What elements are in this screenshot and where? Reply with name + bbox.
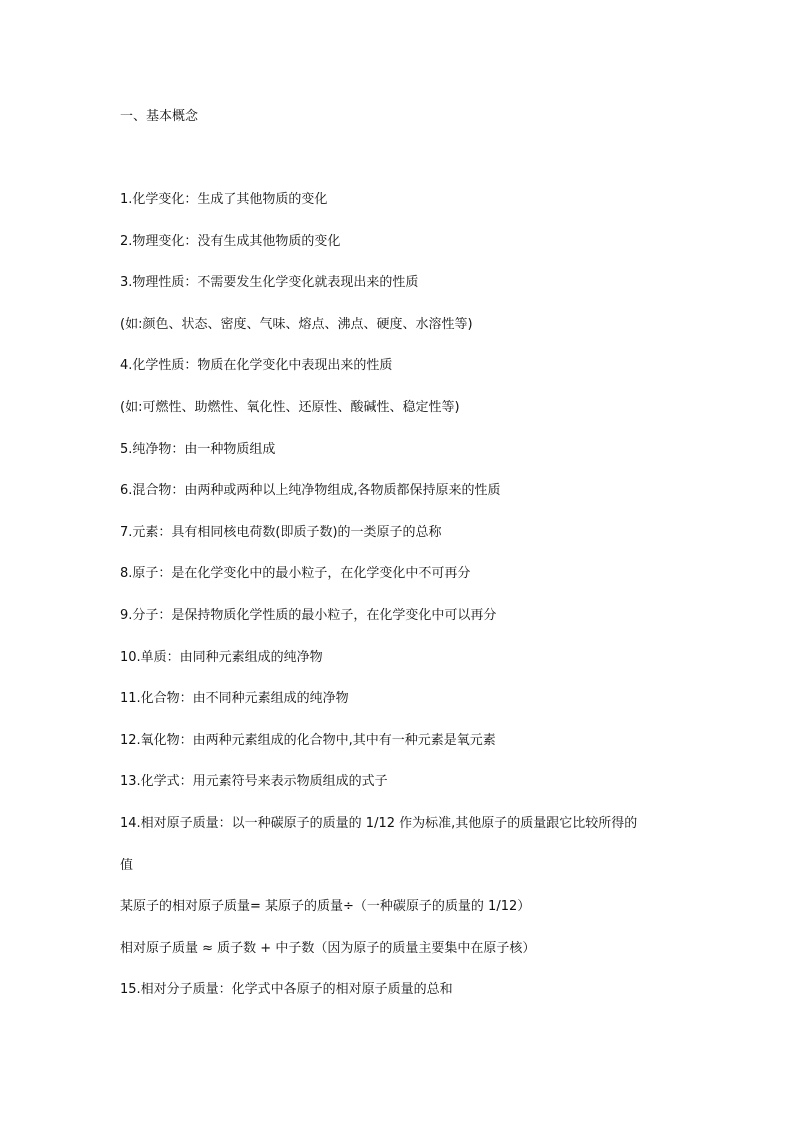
concept-line: 8.原子：是在化学变化中的最小粒子，在化学变化中不可再分 [120,566,471,582]
concept-line: 11.化合物：由不同种元素组成的纯净物 [120,691,349,707]
concept-line: 3.物理性质：不需要发生化学变化就表现出来的性质 [120,275,419,291]
concept-line: 某原子的相对原子质量= 某原子的质量÷（一种碳原子的质量的 1/12） [120,899,531,915]
concept-line: 13.化学式：用元素符号来表示物质组成的式子 [120,774,388,790]
concept-line: (如:可燃性、助燃性、氧化性、还原性、酸碱性、稳定性等) [120,399,460,415]
concept-line: 4.化学性质：物质在化学变化中表现出来的性质 [120,358,393,374]
concept-line: 5.纯净物：由一种物质组成 [120,441,276,457]
concept-line: 2.物理变化：没有生成其他物质的变化 [120,233,341,249]
section-heading: 一、基本概念 [120,109,199,124]
concept-list [120,191,694,1023]
concept-line: 1.化学变化：生成了其他物质的变化 [120,192,328,207]
concept-line: 10.单质：由同种元素组成的纯净物 [120,649,323,665]
concept-line: 6.混合物：由两种或两种以上纯净物组成,各物质都保持原来的性质 [120,483,501,499]
concept-line: 12.氧化物：由两种元素组成的化合物中,其中有一种元素是氧元素 [120,732,496,748]
concept-line: 15.相对分子质量：化学式中各原子的相对原子质量的总和 [120,982,453,998]
concept-line: 7.元素：具有相同核电荷数(即质子数)的一类原子的总称 [120,524,442,540]
concept-line: 14.相对原子质量：以一种碳原子的质量的 1/12 作为标准,其他原子的质量跟它比较所得的 [120,815,638,831]
concept-line: 相对原子质量 ≈ 质子数 + 中子数（因为原子的质量主要集中在原子核） [120,940,536,956]
concept-line: 值 [120,857,134,873]
concept-line: (如:颜色、状态、密度、气味、熔点、沸点、硬度、水溶性等) [120,316,473,332]
concept-line: 9.分子：是保持物质化学性质的最小粒子，在化学变化中可以再分 [120,607,497,623]
